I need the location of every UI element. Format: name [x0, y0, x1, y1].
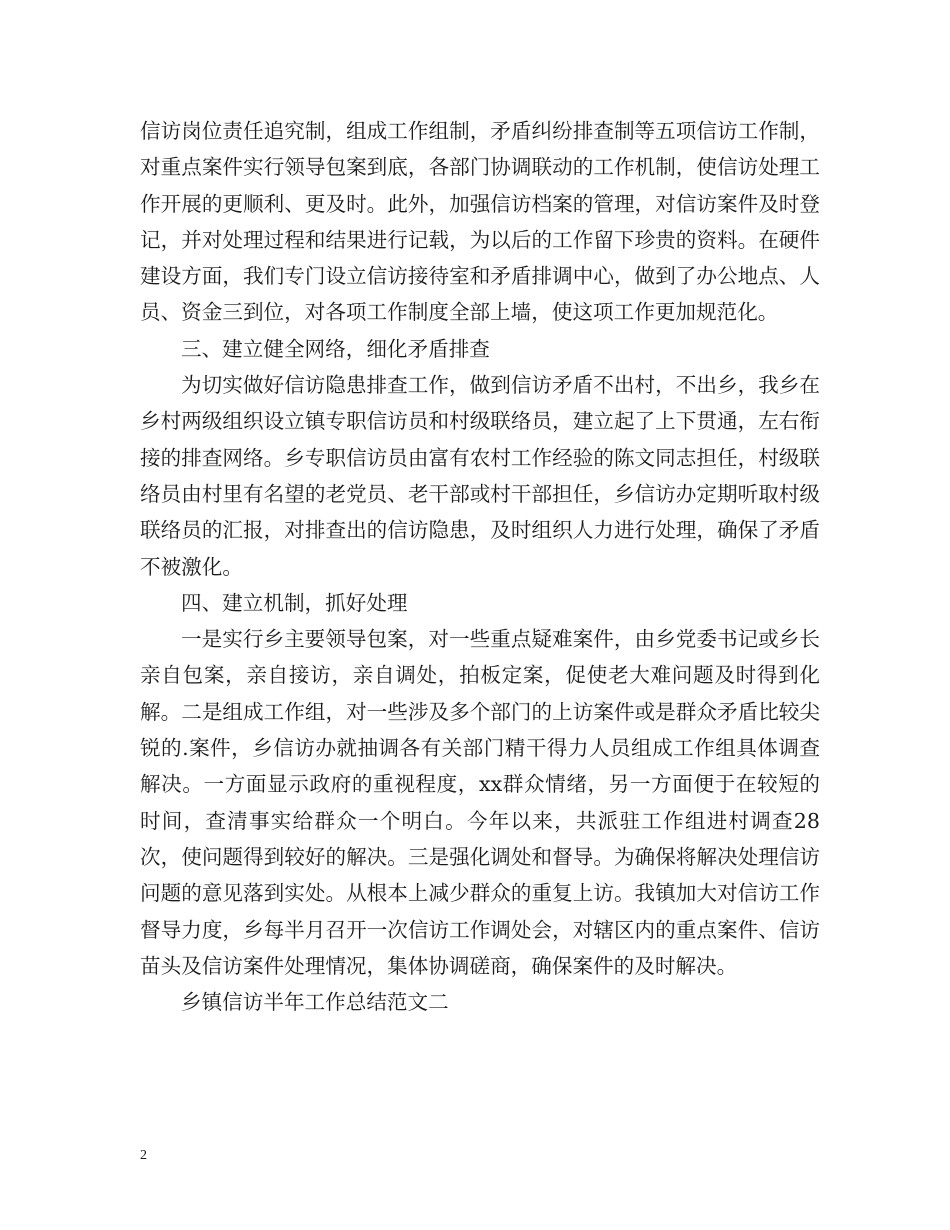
section-heading-four: 四、建立机制，抓好处理	[181, 590, 408, 615]
document-body	[140, 113, 820, 1020]
paragraph-mechanism: 一是实行乡主要领导包案，对一些重点疑难案件，由乡党委书记或乡长亲自包案，亲自接访，亲自调处，拍板定案，促使老大难问题及时得到化解。二是组成工作组，对一些涉及多个部门的上访案件或是群众矛盾比较尖锐的.案件，乡信访办就抽调各有关部门精干得力人员组成工作组具体调查解决。一方面显示政府的重视程度，xx群众情绪，另一方面便于在较短的时间，查清事实给群众一个明白。今年以来，共派驻工作组进村调查28次，使问题得到较好的解决。三是强化调处和督导。为确保将解决处理信访问题的意见落到实处。从根本上减少群众的重复上访。我镇加大对信访工作督导力度，乡每半月召开一次信访工作调处会，对辖区内的重点案件、信访苗头及信访案件处理情况，集体协调磋商，确保案件的及时解决。	[140, 627, 820, 978]
page-number: 2	[140, 1148, 147, 1163]
article-title-two: 乡镇信访半年工作总结范文二	[181, 990, 449, 1015]
section-heading-three: 三、建立健全网络，细化矛盾排查	[181, 336, 490, 361]
paragraph-network: 为切实做好信访隐患排查工作，做到信访矛盾不出村，不出乡，我乡在乡村两级组织设立镇专职信访员和村级联络员，建立起了上下贯通，左右衔接的排查网络。乡专职信访员由富有农村工作经验的陈文同志担任，村级联络员由村里有名望的老党员、老干部或村干部担任，乡信访办定期听取村级联络员的汇报，对排查出的信访隐患，及时组织人力进行处理，确保了矛盾不被激化。	[140, 373, 820, 579]
paragraph-continuation: 信访岗位责任追究制，组成工作组制，矛盾纠纷排查制等五项信访工作制，对重点案件实行领导包案到底，各部门协调联动的工作机制，使信访处理工作开展的更顺利、更及时。此外，加强信访档案的管理，对信访案件及时登记，并对处理过程和结果进行记载，为以后的工作留下珍贵的资料。在硬件建设方面，我们专门设立信访接待室和矛盾排调中心，做到了办公地点、人员、资金三到位，对各项工作制度全部上墙，使这项工作更加规范化。	[140, 119, 820, 325]
